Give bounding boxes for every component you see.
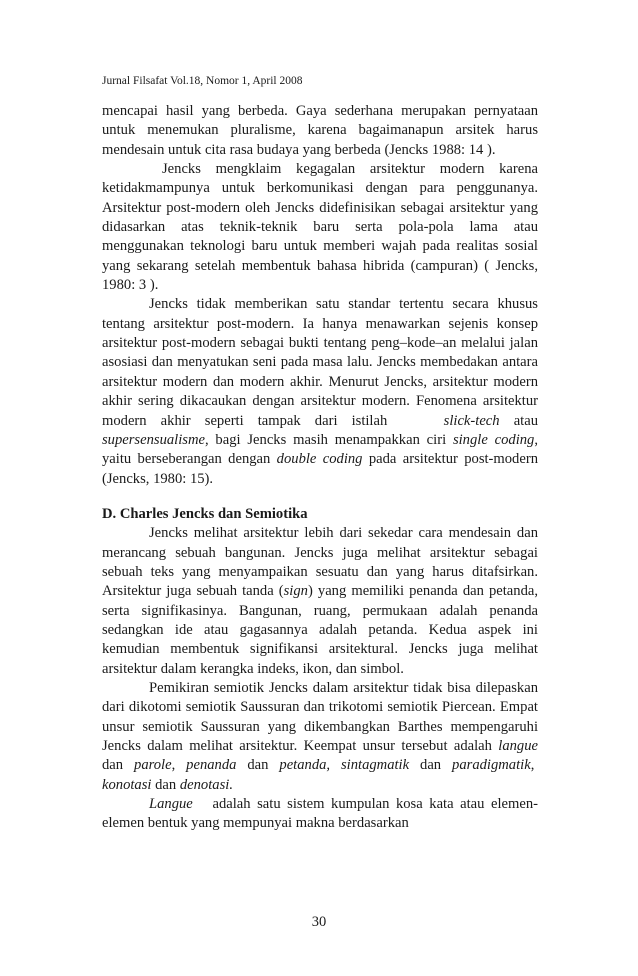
text-run: atau	[513, 412, 538, 429]
text-run: , bagi Jencks masih menampakkan ciri	[204, 431, 447, 448]
text-run: pada arsitektur post-modern (Jencks, 1980: 15).	[102, 451, 538, 487]
term-double-coding: double coding	[276, 451, 363, 468]
paragraph-architecture-as-text	[102, 524, 538, 679]
paragraph-postmodern-standard	[102, 295, 538, 488]
text-run: dan	[247, 757, 269, 774]
text-run: Pemikiran semiotik Jencks dalam arsitektur tidak bisa dilepaskan dari dikotomi semiotik Saussuran dan trikotomi semiotik Piercean. Empat unsur semiotik Saussuran yang dikembangkan Barthes mempengaruhi Jencks dalam melihat arsitektur. Keempat unsur tersebut adalah	[102, 679, 538, 754]
text-run: dan	[420, 757, 442, 774]
text-run: adalah satu sistem kumpulan kosa kata atau elemen-elemen bentuk yang mempunyai makna berdasarkan	[102, 796, 538, 832]
page-number: 30	[311, 914, 327, 930]
paragraph-jencks-claim: Jencks mengklaim kegagalan arsitektur modern karena ketidakmampunya untuk berkomunikasi dengan para penggunanya. Arsitektur post-modern oleh Jencks didefinisikan sebagai arsitektur yang didasarkan atas teknik-teknik baru serta pola-pola lama atau menggunakan teknologi baru untuk memberi wajah pada realitas sosial yang sekarang setelah membentuk bahasa hibrida (campuran) ( Jencks, 1980: 3 ).	[102, 161, 538, 294]
text-run: ,	[530, 757, 535, 774]
text-run: ) yang memiliki penanda dan petanda, serta signifikasinya. Bangunan, ruang, permukaan adalah penanda sedangkan ide atau gagasannya adalah petanda. Kedua aspek ini kemudian membentuk signifikansi arsitektural. Jencks juga melihat arsitektur dalam kerangka indeks, ikon, dan simbol.	[102, 583, 538, 677]
term-langue: Langue	[149, 796, 193, 813]
term-supersensualisme: supersensualisme	[102, 431, 205, 448]
term-sign: sign	[283, 583, 308, 600]
body-text	[102, 102, 538, 834]
paragraph-continuation: mencapai hasil yang berbeda. Gaya sederhana merupakan pernyataan untuk menemukan pluralisme, karena bagaimanapun arsitek harus mendesain untuk cita rasa budaya yang berbeda (Jencks 1988: 14 ).	[102, 103, 538, 158]
term-denotasi: denotasi.	[179, 776, 233, 793]
paragraph-semiotic-thought	[102, 679, 538, 795]
text-run: dan	[155, 776, 177, 793]
text-run: ,	[171, 757, 176, 774]
term-paradigmatik: paradigmatik	[452, 757, 531, 774]
term-parole: parole	[134, 757, 172, 774]
text-run: , yaitu berseberangan dengan	[102, 431, 539, 468]
running-header: Jurnal Filsafat Vol.18, Nomor 1, April 2008	[102, 75, 303, 87]
text-run: dan	[102, 757, 124, 774]
section-heading: D. Charles Jencks dan Semiotika	[102, 505, 308, 522]
paragraph-langue-definition	[102, 795, 538, 834]
term-single-coding: single coding	[452, 431, 535, 448]
term-konotasi: konotasi	[102, 776, 152, 793]
text-run: Jencks melihat arsitektur lebih dari sekedar cara mendesain dan merancang sebuah bangunan. Jencks juga melihat arsitektur sebagai sebuah teks yang menyampaikan sesuatu dan yang harus ditafsirkan. Arsitektur juga sebuah tanda (	[102, 525, 538, 600]
term-slick-tech: slick-tech	[443, 412, 500, 429]
term-langue: langue	[498, 738, 538, 754]
text-run: Jencks tidak memberikan satu standar tertentu secara khusus tentang arsitektur post-modern. Ia hanya menawarkan sejenis konsep arsitektur post-modern sebagai bukti tentang peng–kode–an melalui jalan asosiasi dan menyatukan seni pada masa lalu. Jencks membedakan antara arsitektur modern dan modern akhir. Menurut Jencks, arsitektur modern akhir sering dikacaukan dengan arsitektur modern. Fenomena arsitektur modern akhir seperti tampak dari istilah	[102, 296, 538, 429]
term-petanda-sintagmatik: petanda, sintagmatik	[279, 757, 410, 774]
term-penanda: penanda	[186, 757, 237, 774]
section-gap	[102, 489, 538, 505]
